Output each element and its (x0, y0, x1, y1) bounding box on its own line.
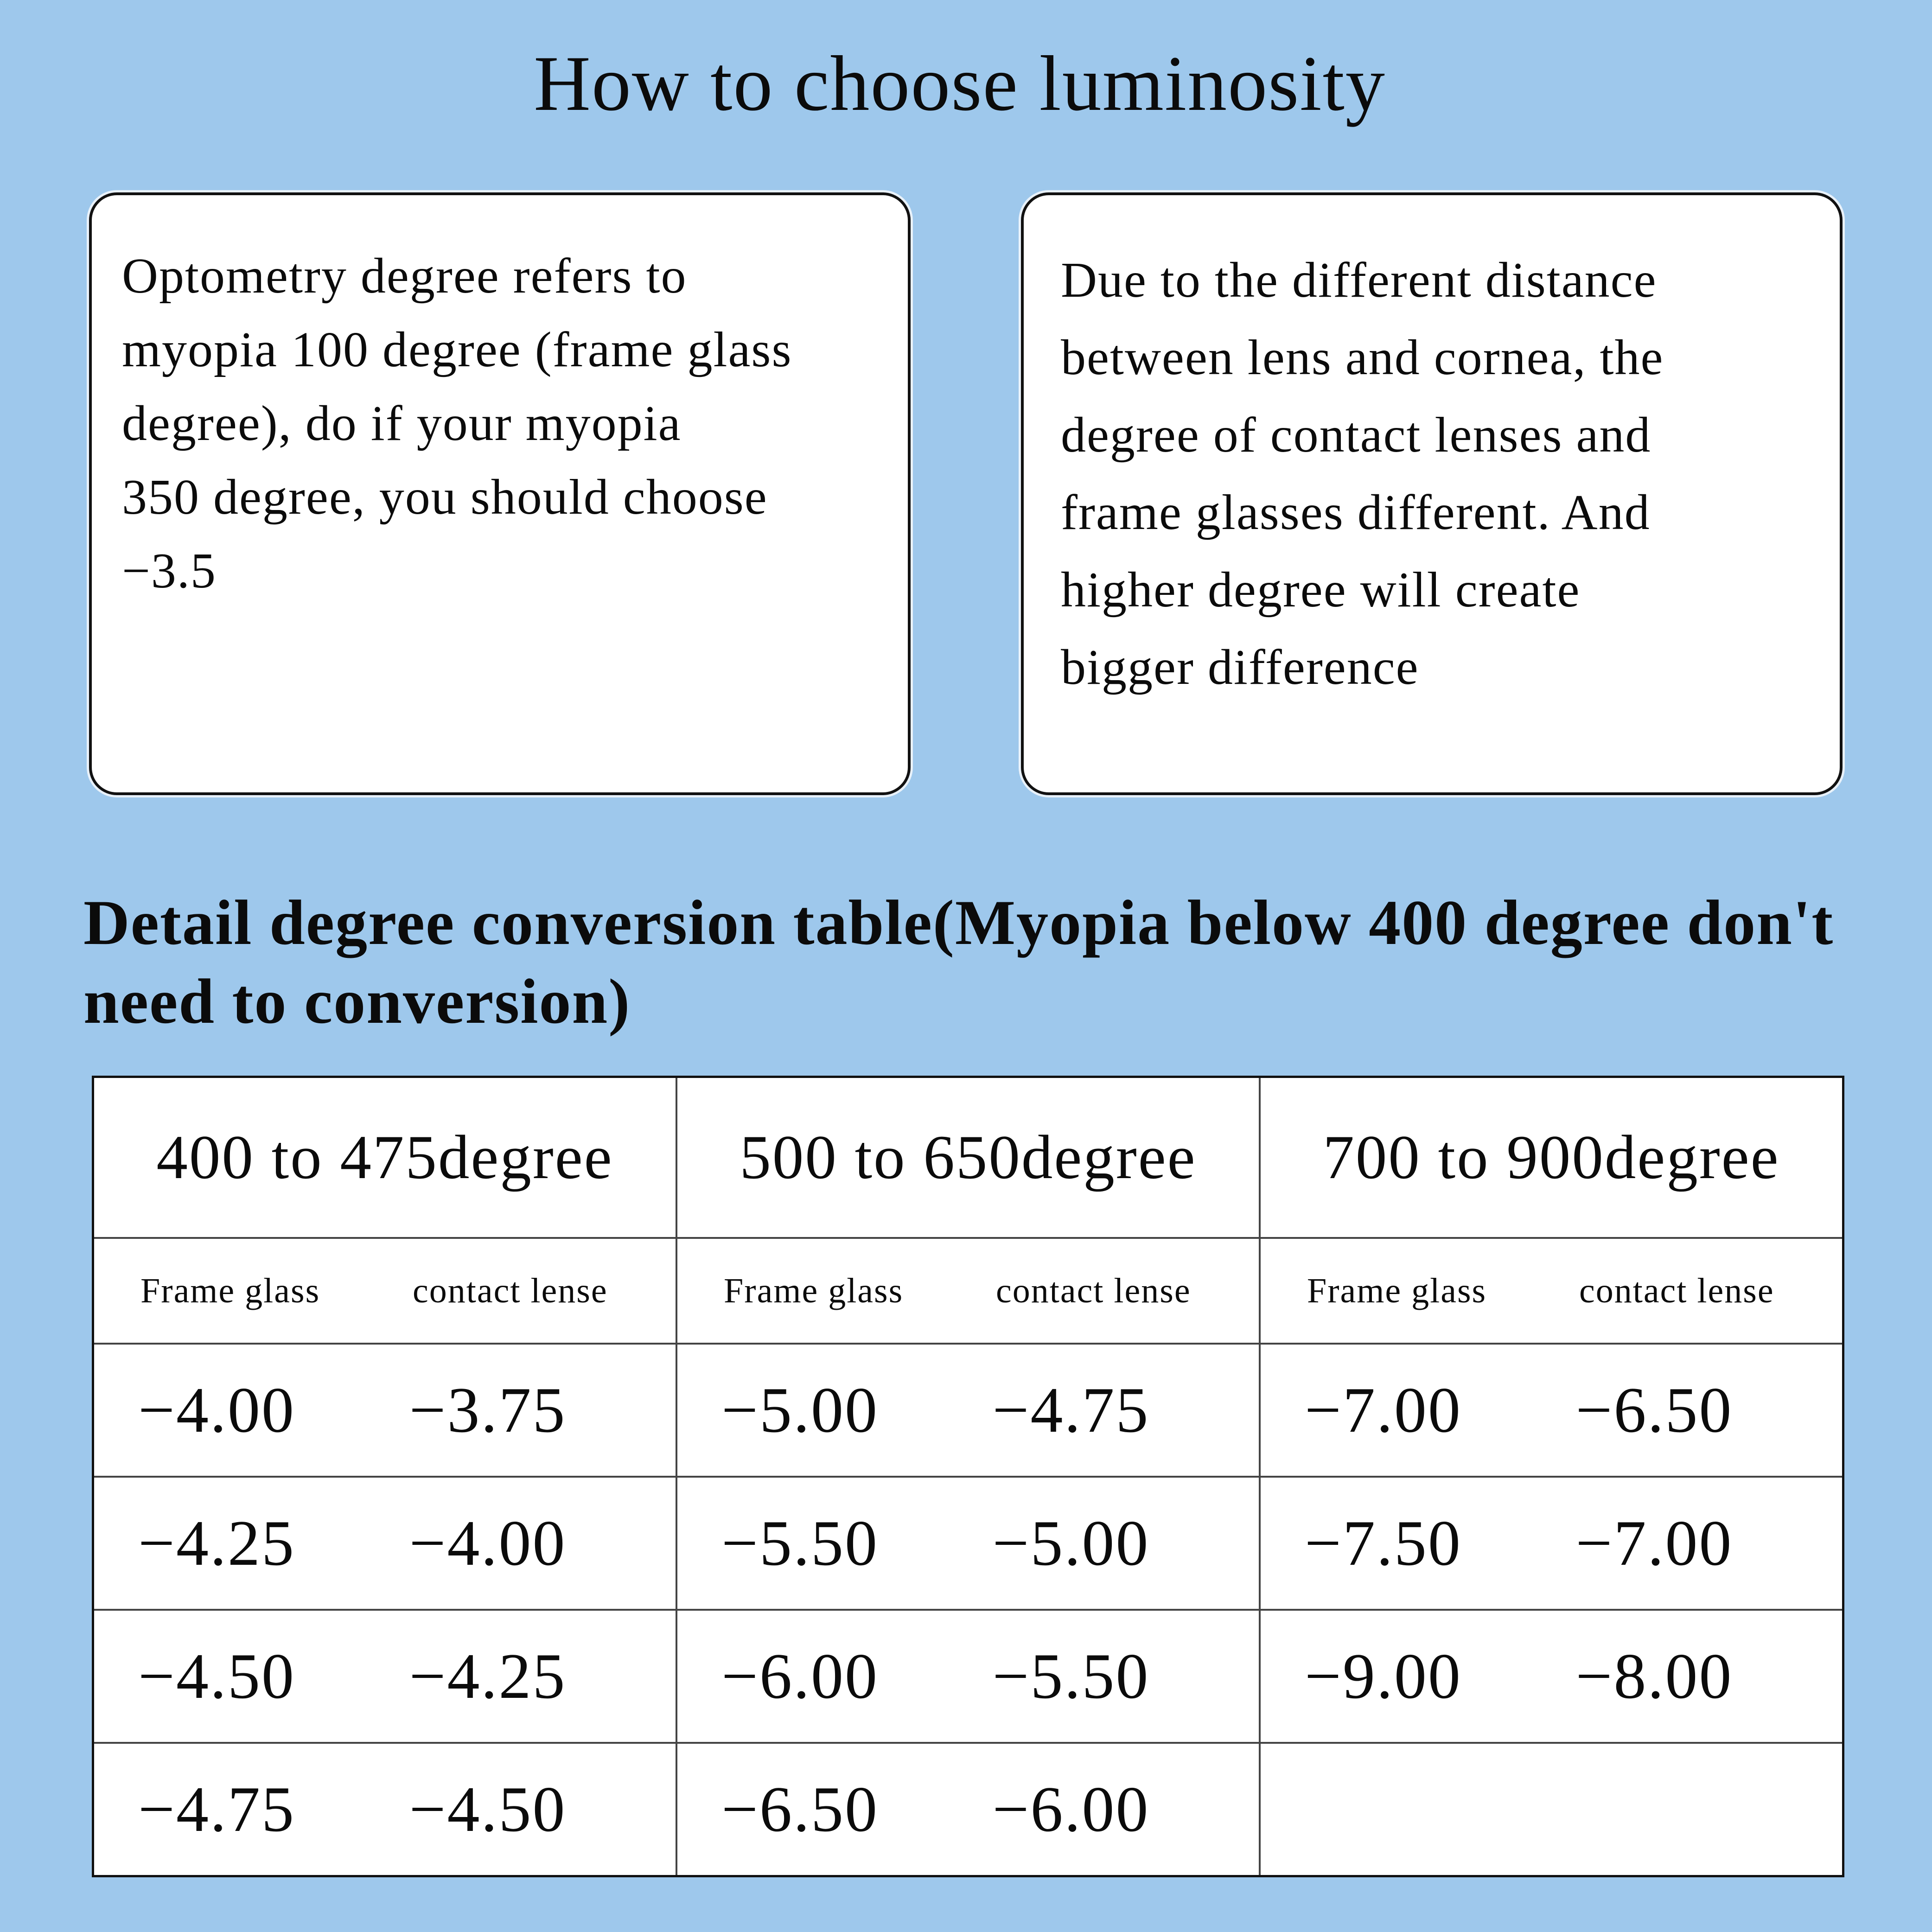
frame-value: −7.50 (1304, 1507, 1462, 1579)
info-card-right-text: Due to the different distance between lens and cornea, the degree of contact lenses and frame glasses different. And higher degree will create bigger difference (1061, 253, 1664, 695)
conversion-table (92, 1076, 1844, 1877)
contact-lense-label: contact lense (413, 1271, 608, 1310)
contact-value: −4.25 (409, 1640, 567, 1712)
frame-value: −6.00 (721, 1640, 879, 1712)
frame-value: −5.50 (721, 1507, 879, 1579)
contact-value: −3.75 (409, 1374, 567, 1446)
value-cell (93, 1610, 677, 1743)
contact-value: −4.50 (409, 1773, 567, 1845)
value-cell (93, 1344, 677, 1477)
contact-value: −8.00 (1575, 1640, 1733, 1712)
contact-value: −6.00 (992, 1773, 1150, 1845)
value-cell (1260, 1610, 1843, 1743)
frame-glass-label: Frame glass (140, 1271, 320, 1310)
contact-value: −5.00 (992, 1507, 1150, 1579)
value-cell (676, 1743, 1260, 1876)
frame-glass-label: Frame glass (724, 1271, 904, 1310)
value-cell (1260, 1344, 1843, 1477)
info-card-left-text: Optometry degree refers to myopia 100 degree (frame glass degree), do if your myopia 350 degree, you should choose −3.5 (122, 249, 792, 599)
info-card-left (89, 192, 911, 795)
frame-value: −4.75 (138, 1773, 295, 1845)
value-cell (676, 1610, 1260, 1743)
page-title: How to choose luminosity (534, 40, 1386, 127)
value-cell (676, 1477, 1260, 1610)
contact-value: −7.00 (1575, 1507, 1733, 1579)
frame-value: −9.00 (1304, 1640, 1462, 1712)
frame-value: −7.00 (1304, 1374, 1462, 1446)
subheader-cell (1260, 1238, 1843, 1344)
subheader-cell (93, 1238, 677, 1344)
frame-value: −4.25 (138, 1507, 295, 1579)
table-row (93, 1344, 1843, 1477)
table-header-row (93, 1077, 1843, 1238)
info-card-right (1021, 192, 1843, 795)
table-title: Detail degree conversion table(Myopia below 400 degree don't need to conversion) (83, 887, 1834, 1037)
table-row (93, 1743, 1843, 1876)
value-cell (93, 1477, 677, 1610)
contact-value: −5.50 (992, 1640, 1150, 1712)
frame-value: −4.00 (138, 1374, 295, 1446)
value-cell (676, 1344, 1260, 1477)
contact-lense-label: contact lense (995, 1271, 1191, 1310)
table-subheader-row (93, 1238, 1843, 1344)
frame-value: −5.00 (721, 1374, 879, 1446)
value-cell (1260, 1477, 1843, 1610)
value-cell (1260, 1743, 1843, 1876)
subheader-cell (676, 1238, 1260, 1344)
contact-value: −6.50 (1575, 1374, 1733, 1446)
frame-glass-label: Frame glass (1307, 1271, 1487, 1310)
group-header-500-650: 500 to 650degree (676, 1077, 1260, 1238)
contact-value: −4.00 (409, 1507, 567, 1579)
table-row (93, 1610, 1843, 1743)
group-header-400-475: 400 to 475degree (93, 1077, 677, 1238)
contact-lense-label: contact lense (1579, 1271, 1774, 1310)
frame-value: −4.50 (138, 1640, 295, 1712)
value-cell (93, 1743, 677, 1876)
table-row (93, 1477, 1843, 1610)
group-header-700-900: 700 to 900degree (1260, 1077, 1843, 1238)
contact-value: −4.75 (992, 1374, 1150, 1446)
frame-value: −6.50 (721, 1773, 879, 1845)
